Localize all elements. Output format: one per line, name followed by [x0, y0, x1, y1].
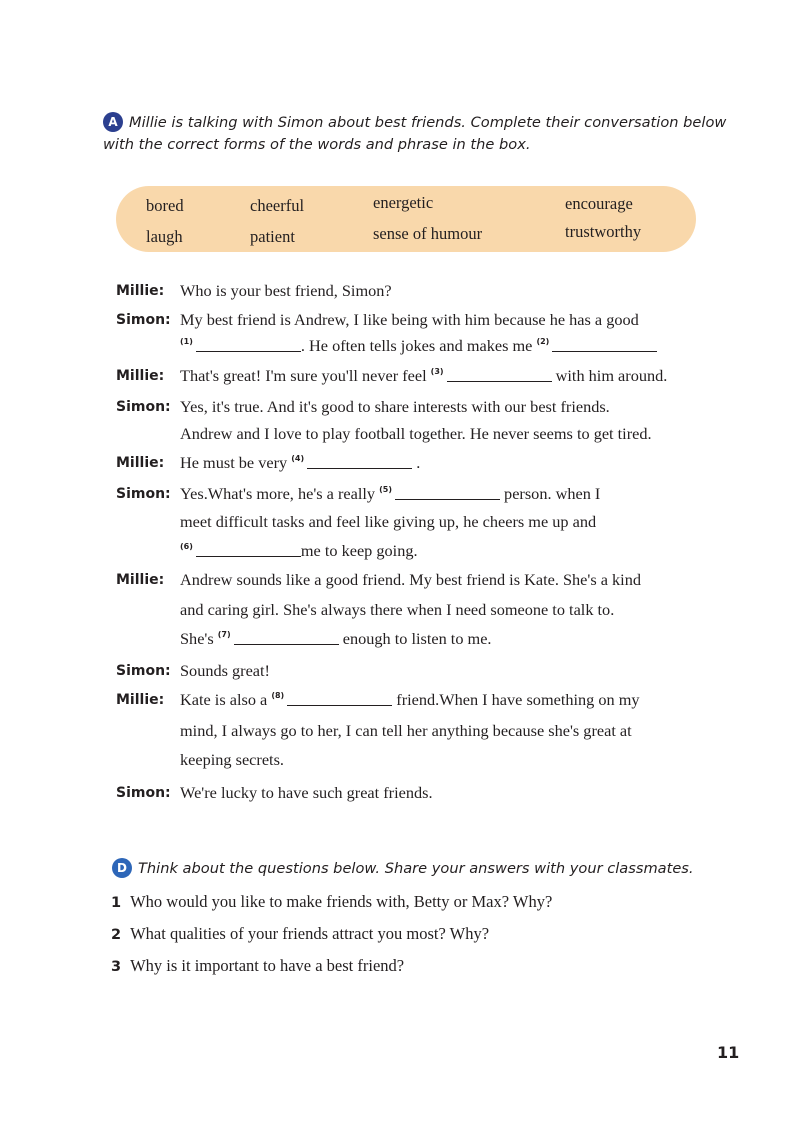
dialogue-line: [180, 783, 433, 803]
speaker-label: Millie:: [116, 455, 165, 471]
answer-blank[interactable]: [196, 544, 301, 557]
blank-number: (6): [180, 542, 193, 551]
dialogue-line: [180, 690, 640, 710]
question-text: Who would you like to make friends with, Betty or Max? Why?: [130, 892, 553, 911]
speaker-label: Simon:: [116, 399, 171, 415]
section-d-instruction: [112, 858, 752, 880]
dialogue-text: .: [412, 453, 421, 472]
question-number: 2: [111, 927, 122, 943]
dialogue-text: Yes.What's more, he's a really: [180, 484, 380, 503]
word-energetic: energetic: [373, 193, 434, 212]
page-number: 11: [717, 1043, 740, 1062]
speaker-label: Millie:: [116, 283, 165, 299]
dialogue-line: [180, 721, 632, 741]
answer-blank[interactable]: [447, 369, 552, 382]
dialogue-text: enough to listen to me.: [338, 629, 492, 648]
dialogue-line: [180, 310, 639, 330]
blank-number: (4): [291, 454, 305, 463]
dialogue-line: [180, 750, 284, 770]
dialogue-text: We're lucky to have such great friends.: [180, 783, 433, 802]
dialogue-line: [180, 281, 392, 301]
dialogue-text: friend.When I have something on my: [392, 690, 640, 709]
question-text: Why is it important to have a best friend?: [130, 956, 405, 975]
dialogue-text: person. when I: [499, 484, 601, 503]
dialogue-line: [180, 541, 418, 561]
blank-number: (2): [536, 337, 550, 346]
dialogue-text: and caring girl. She's always there when I need someone to talk to.: [180, 600, 615, 619]
instruction-line-1: Millie is talking with Simon about best friends. Complete their conversation below: [129, 114, 727, 131]
dialogue-text: Sounds great!: [180, 661, 270, 680]
dialogue-text: Who is your best friend, Simon?: [180, 281, 392, 300]
word-patient: patient: [250, 227, 295, 246]
dialogue-line: [180, 424, 652, 444]
answer-blank[interactable]: [552, 339, 657, 352]
dialogue-line: [180, 484, 600, 504]
speaker-label: Millie:: [116, 572, 165, 588]
answer-blank[interactable]: [307, 456, 412, 469]
word-cheerful: cheerful: [250, 196, 305, 215]
question-number: 3: [111, 959, 122, 975]
speaker-label: Millie:: [116, 368, 165, 384]
speaker-label: Simon:: [116, 486, 171, 502]
dialogue-line: [180, 570, 641, 590]
question-text: What qualities of your friends attract you most? Why?: [130, 924, 490, 943]
question-3: [111, 956, 404, 976]
instruction-line-2: with the correct forms of the words and phrase in the box.: [103, 136, 531, 153]
question-1: [111, 892, 552, 912]
blank-number: (3): [430, 367, 444, 376]
answer-blank[interactable]: [395, 487, 500, 500]
dialogue-text: He must be very: [180, 453, 292, 472]
blank-number: (5): [379, 485, 392, 494]
dialogue-text: Andrew sounds like a good friend. My best friend is Kate. She's a kind: [180, 570, 641, 589]
dialogue-line: [180, 336, 657, 356]
speaker-label: Millie:: [116, 692, 165, 708]
answer-blank[interactable]: [234, 632, 339, 645]
dialogue-line: [180, 512, 596, 532]
word-box: [116, 186, 696, 252]
word-encourage: encourage: [565, 194, 633, 213]
dialogue-line: [180, 397, 610, 417]
section-d-badge: D: [112, 858, 132, 878]
question-2: [111, 924, 489, 944]
answer-blank[interactable]: [196, 339, 301, 352]
word-bored: bored: [146, 196, 184, 215]
section-a-instruction: [103, 112, 743, 156]
dialogue-line: [180, 453, 420, 473]
word-sense-of-humour: sense of humour: [373, 224, 483, 243]
dialogue-line: [180, 661, 270, 681]
speaker-label: Simon:: [116, 312, 171, 328]
dialogue-text: mind, I always go to her, I can tell her anything because she's great at: [180, 721, 632, 740]
dialogue-text: My best friend is Andrew, I like being with him because he has a good: [180, 310, 639, 329]
dialogue-line: [180, 629, 492, 649]
blank-number: (8): [271, 691, 285, 700]
word-trustworthy: trustworthy: [565, 222, 642, 241]
blank-number: (7): [217, 630, 231, 639]
dialogue-text: Yes, it's true. And it's good to share interests with our best friends.: [180, 397, 610, 416]
answer-blank[interactable]: [287, 693, 392, 706]
question-number: 1: [111, 895, 122, 911]
dialogue-text: with him around.: [551, 366, 668, 385]
dialogue-text: Kate is also a: [180, 690, 272, 709]
word-laugh: laugh: [146, 227, 183, 246]
dialogue-text: meet difficult tasks and feel like giving up, he cheers me up and: [180, 512, 597, 531]
section-a-badge: A: [103, 112, 123, 132]
speaker-label: Simon:: [116, 663, 171, 679]
dialogue-text: me to keep going.: [300, 541, 418, 560]
dialogue-line: [180, 600, 614, 620]
dialogue-text: Andrew and I love to play football together. He never seems to get tired.: [180, 424, 652, 443]
dialogue-text: She's: [180, 629, 218, 648]
dialogue-text: keeping secrets.: [180, 750, 284, 769]
dialogue-line: [180, 366, 667, 386]
speaker-label: Simon:: [116, 785, 171, 801]
blank-number: (1): [180, 337, 193, 346]
section-d-text: Think about the questions below. Share your answers with your classmates.: [138, 860, 694, 877]
dialogue-text: That's great! I'm sure you'll never feel: [180, 366, 431, 385]
dialogue-text: . He often tells jokes and makes me: [300, 336, 537, 355]
